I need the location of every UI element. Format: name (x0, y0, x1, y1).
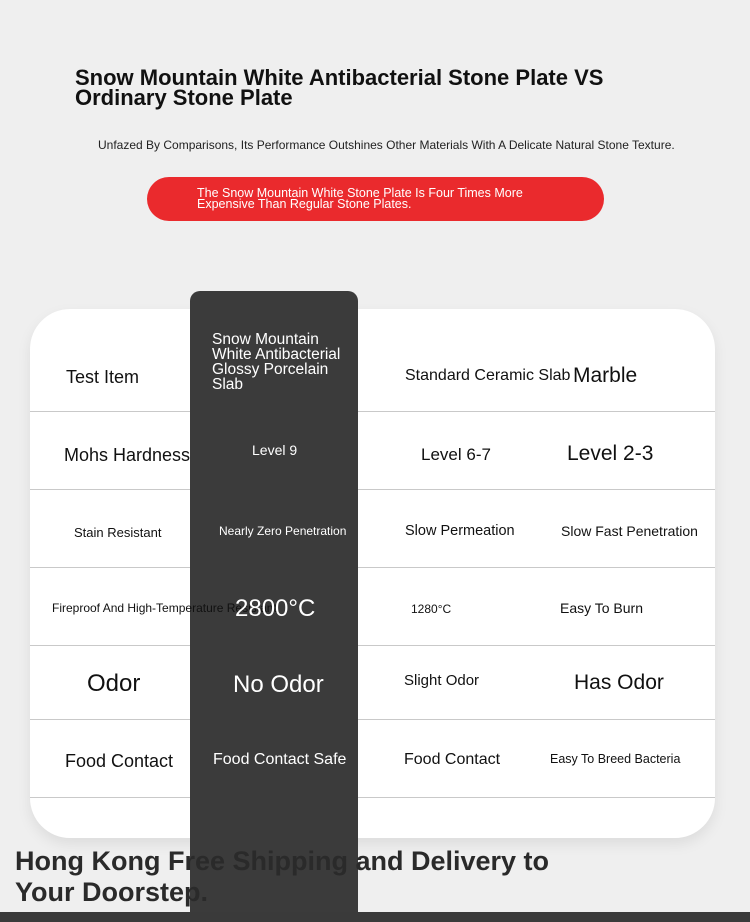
row-label-stain-resistant: Stain Resistant (74, 525, 162, 540)
row-divider (30, 489, 715, 490)
ceramic-odor-value: Slight Odor (404, 672, 480, 689)
snow-mountain-fireproof-value: 2800°C (235, 595, 316, 622)
row-label-mohs-hardness: Mohs Hardness (64, 445, 191, 465)
row-divider (30, 411, 715, 412)
marble-food-value: Easy To Breed Bacteria (550, 752, 681, 766)
row-divider (30, 567, 715, 568)
bottom-bar (0, 912, 750, 922)
snow-mountain-food-value: Food Contact Safe (213, 751, 347, 768)
header-standard-ceramic: Standard Ceramic Slab (405, 367, 571, 384)
marble-mohs-value: Level 2-3 (567, 442, 654, 465)
row-divider (30, 719, 715, 720)
header-test-item: Test Item (66, 367, 140, 387)
marble-stain-value: Slow Fast Penetration (561, 523, 698, 539)
snow-mountain-mohs-value: Level 9 (252, 442, 298, 458)
marble-odor-value: Has Odor (574, 671, 664, 694)
shipping-banner-text: Hong Kong Free Shipping and Delivery to Your Doorstep. (15, 846, 550, 907)
ceramic-fireproof-value: 1280°C (411, 602, 452, 616)
header-marble: Marble (573, 364, 638, 387)
page-title: Snow Mountain White Antibacterial Stone Plate VS Ordinary Stone Plate (75, 65, 604, 110)
header-snow-mountain-slab: Snow Mountain White Antibacterial Glossy Porcelain Slab (212, 331, 341, 393)
snow-mountain-stain-value: Nearly Zero Penetration (219, 524, 347, 538)
snow-mountain-odor-value: No Odor (233, 671, 324, 698)
row-divider (30, 645, 715, 646)
ceramic-food-value: Food Contact (404, 751, 501, 768)
marble-fireproof-value: Easy To Burn (560, 600, 644, 616)
price-highlight-text: The Snow Mountain White Stone Plate Is Four Times More Expensive Than Regular Stone Plates. (197, 186, 523, 211)
price-highlight-banner (147, 177, 604, 221)
row-label-fireproof: Fireproof And High-Temperature Resistant (52, 601, 277, 615)
ceramic-mohs-value: Level 6-7 (421, 445, 491, 464)
row-label-odor: Odor (87, 670, 141, 697)
subtitle: Unfazed By Comparisons, Its Performance Outshines Other Materials With A Delicate Natural Stone Texture. (98, 138, 675, 152)
row-divider (30, 797, 715, 798)
ceramic-stain-value: Slow Permeation (405, 523, 515, 539)
row-label-food-contact: Food Contact (65, 751, 174, 771)
